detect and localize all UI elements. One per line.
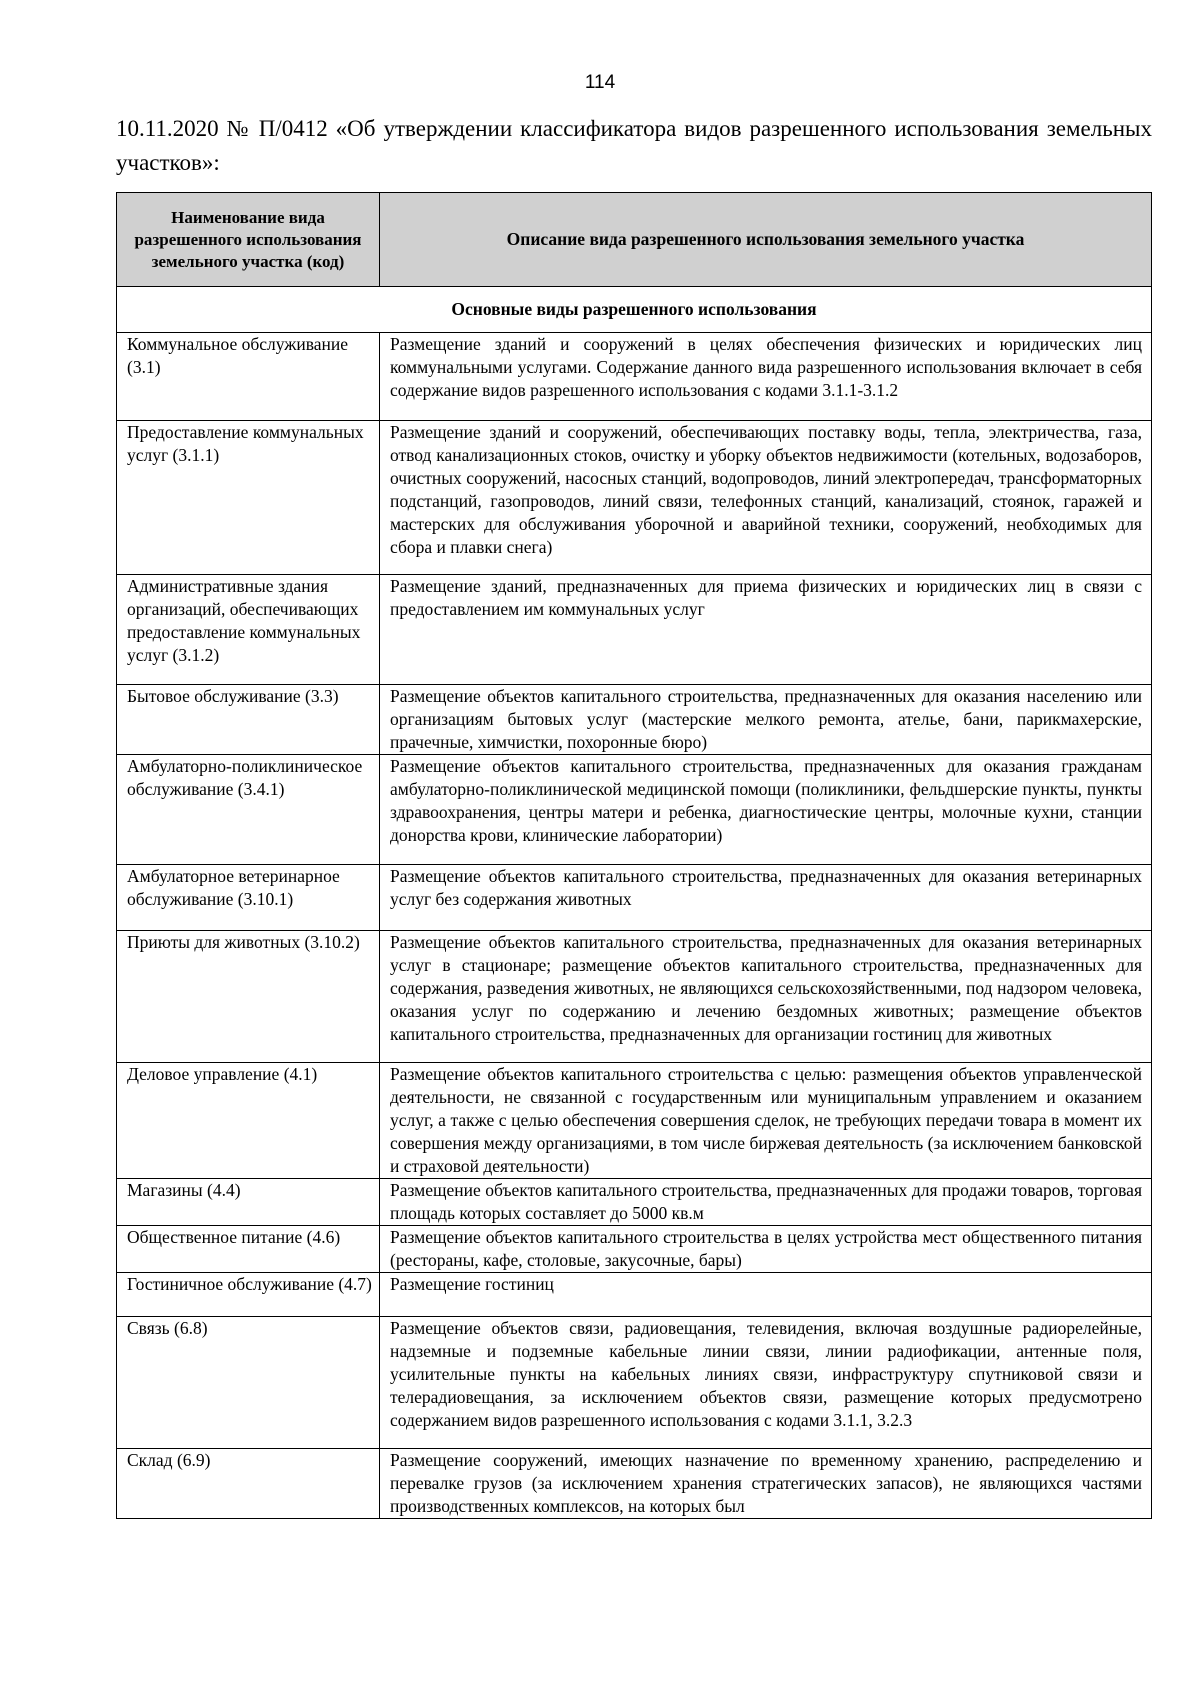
use-description: Размещение зданий, предназначенных для приема физических и юридических лиц в связи с предоставлением им коммунальных услуг	[380, 575, 1152, 685]
use-description: Размещение объектов капитального строительства, предназначенных для оказания гражданам амбулаторно-поликлинической медицинской помощи (поликлиники, фельдшерские пункты, пункты здравоохранения, центры матери и ребенка, диагностические центры, молочные кухни, станции донорства крови, клинические лаборатории)	[380, 755, 1152, 865]
use-name: Амбулаторно-поликлиническое обслуживание (3.4.1)	[117, 755, 380, 865]
use-description: Размещение объектов связи, радиовещания, телевидения, включая воздушные радиорелейные, надземные и подземные кабельные линии связи, линии радиофикации, антенные поля, усилительные пункты на кабельных линиях связи, инфраструктуру спутниковой связи и телерадиовещания, за исключением объектов связи, размещение которых предусмотрено содержанием видов разрешенного использования с кодами 3.1.1, 3.2.3	[380, 1317, 1152, 1449]
use-name: Коммунальное обслуживание (3.1)	[117, 333, 380, 421]
use-name: Гостиничное обслуживание (4.7)	[117, 1273, 380, 1317]
table-row	[117, 1226, 1152, 1273]
use-name: Административные здания организаций, обеспечивающих предоставление коммунальных услуг (3.1.2)	[117, 575, 380, 685]
header-description-column: Описание вида разрешенного использования земельного участка	[380, 193, 1152, 287]
header-name-column: Наименование вида разрешенного использования земельного участка (код)	[117, 193, 380, 287]
use-description: Размещение объектов капитального строительства, предназначенных для продажи товаров, торговая площадь которых составляет до 5000 кв.м	[380, 1179, 1152, 1226]
table-row	[117, 421, 1152, 575]
table-row	[117, 685, 1152, 755]
table-row	[117, 1317, 1152, 1449]
use-description: Размещение зданий и сооружений в целях обеспечения физических и юридических лиц коммунальными услугами. Содержание данного вида разрешенного использования включает в себя содержание видов разрешенного использования с кодами 3.1.1-3.1.2	[380, 333, 1152, 421]
table-row	[117, 931, 1152, 1063]
use-description: Размещение объектов капитального строительства, предназначенных для оказания населению или организациям бытовых услуг (мастерские мелкого ремонта, ателье, бани, парикмахерские, прачечные, химчистки, похоронные бюро)	[380, 685, 1152, 755]
land-use-table	[116, 192, 1152, 1519]
use-name: Бытовое обслуживание (3.3)	[117, 685, 380, 755]
table-row	[117, 575, 1152, 685]
page-number: 114	[584, 72, 616, 93]
use-name: Магазины (4.4)	[117, 1179, 380, 1226]
use-description: Размещение объектов капитального строительства с целью: размещения объектов управленческой деятельности, не связанной с государственным или муниципальным управлением и оказанием услуг, а также с целью обеспечения совершения сделок, не требующих передачи товара в момент их совершения между организациями, в том числе биржевая деятельность (за исключением банковской и страховой деятельности)	[380, 1063, 1152, 1179]
use-name: Связь (6.8)	[117, 1317, 380, 1449]
use-name: Общественное питание (4.6)	[117, 1226, 380, 1273]
use-description: Размещение объектов капитального строительства, предназначенных для оказания ветеринарных услуг без содержания животных	[380, 865, 1152, 931]
use-description: Размещение зданий и сооружений, обеспечивающих поставку воды, тепла, электричества, газа, отвод канализационных стоков, очистку и уборку объектов недвижимости (котельных, водозаборов, очистных сооружений, насосных станций, водопроводов, линий электропередач, трансформаторных подстанций, газопроводов, линий связи, телефонных станций, канализаций, стоянок, гаражей и мастерских для обслуживания уборочной и аварийной техники, сооружений, необходимых для сбора и плавки снега)	[380, 421, 1152, 575]
use-name: Амбулаторное ветеринарное обслуживание (3.10.1)	[117, 865, 380, 931]
use-name: Склад (6.9)	[117, 1449, 380, 1519]
section-row	[117, 287, 1152, 333]
table-row	[117, 1449, 1152, 1519]
table-header-row	[117, 193, 1152, 287]
table-row	[117, 865, 1152, 931]
use-description: Размещение объектов капитального строительства, предназначенных для оказания ветеринарных услуг в стационаре; размещение объектов капитального строительства, предназначенных для содержания, разведения животных, не являющихся сельскохозяйственными, под надзором человека, оказания услуг по содержанию и лечению бездомных животных; размещение объектов капитального строительства, предназначенных для организации гостиниц для животных	[380, 931, 1152, 1063]
use-name: Приюты для животных (3.10.2)	[117, 931, 380, 1063]
table-row	[117, 1179, 1152, 1226]
use-name: Деловое управление (4.1)	[117, 1063, 380, 1179]
use-description: Размещение сооружений, имеющих назначение по временному хранению, распределению и перевалке грузов (за исключением хранения стратегических запасов), не являющихся частями производственных комплексов, на которых был	[380, 1449, 1152, 1519]
table-row	[117, 1273, 1152, 1317]
table-row	[117, 1063, 1152, 1179]
use-description: Размещение объектов капитального строительства в целях устройства мест общественного питания (рестораны, кафе, столовые, закусочные, бары)	[380, 1226, 1152, 1273]
use-description: Размещение гостиниц	[380, 1273, 1152, 1317]
table-row	[117, 755, 1152, 865]
use-name: Предоставление коммунальных услуг (3.1.1)	[117, 421, 380, 575]
intro-paragraph: 10.11.2020 № П/0412 «Об утверждении классификатора видов разрешенного использования земельных участков»:	[116, 116, 1152, 175]
table-row	[117, 333, 1152, 421]
section-title: Основные виды разрешенного использования	[117, 287, 1152, 333]
